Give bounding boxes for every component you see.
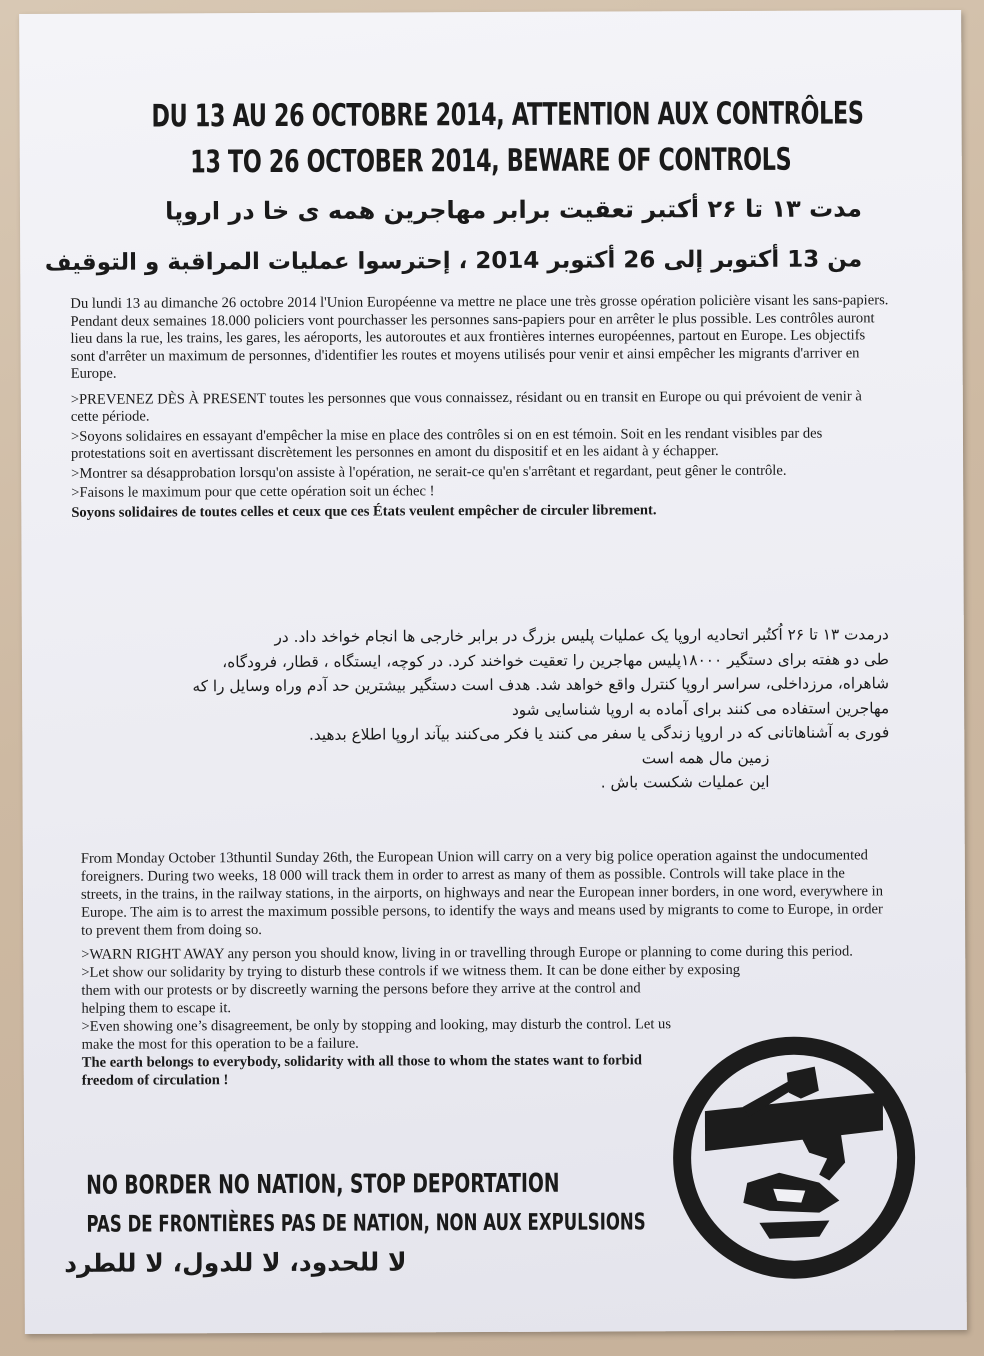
french-bullet: >Faisons le maximum pour que cette opération soit un échec !	[71, 483, 435, 501]
farsi-line: درمدت ۱۳ تا ۲۶ اُکتُبر اتحادیه اروپا یک عملیات پلیس بزرگ در برابر خارجی ها انجام خواخد داد. در	[274, 625, 889, 646]
farsi-section	[99, 622, 890, 797]
logo-fist	[787, 1067, 819, 1099]
farsi-line: طی دو هفته برای دستگیر ۱۸۰۰۰پلیس مهاجرین را تعقیت خواخند کرد. در کوچه، ایستگاه ، قطار، فرودگاه،	[222, 649, 889, 671]
english-closing: The earth belongs to everybody, solidarity with all those to whom the states want to forbid freedom of circulation !	[81, 1052, 642, 1089]
logo-arm	[797, 1120, 845, 1180]
title-french: DU 13 AU 26 OCTOBRE 2014, ATTENTION AUX CONTRÔLES	[151, 95, 864, 135]
farsi-line: فوری به آشناهاتانی که در اروپا زندگی یا سفر می کنند یا فکر می‌کنند بیآند اروپا اطلاع بدهید.	[308, 723, 890, 744]
english-paragraph: From Monday October 13thuntil Sunday 26th, the European Union will carry on a very big police operation against the undocumented foreigners. During two weeks, 18 000 will track them in order to arrest as many of them as possible. Controls will take place in the streets, in the trains, in the railway stations, in the airports, on highways and near the European inner borders, in one word, everywhere in Europe. The aim is to arrest the maximum possible persons, to identify the ways and means used by migrants to come to Europe, in order to prevent them from doing so.	[80, 847, 884, 939]
english-bullet: >Let show our solidarity by trying to disturb these controls if we witness them. It can be done either by exposing	[81, 961, 741, 981]
slogan-arabic: لا للحدود، لا للدول، لا للطرد	[64, 1247, 407, 1278]
poster-sheet	[19, 10, 967, 1334]
french-bullet: >Soyons solidaires en essayant d'empêcher la mise en place des contrôles si on en est témoin. Soit en les rendant visibles par des protestations soit en avertissant discrètement les personnes en amont du dispositif et en les aidant à y échapper.	[70, 425, 823, 462]
french-paragraph: Du lundi 13 au dimanche 26 octobre 2014 l'Union Européenne va mettre ne place une très grosse opération policière visant les sans-papiers. Pendant deux semaines 18.000 policiers vont pourchasser les personnes sans-papiers pour en arrêter le plus possible. Les contrôles auront lieu dans la rue, les trains, les gares, les aéroports, les autoroutes et aux frontières internes européennes, partout en Europe. Les objectifs sont d'arrêter un maximum de personnes, d'identifier les routes et moyens utilisés pour venir et ainsi empêcher les migrants d'arriver en Europe.	[70, 292, 889, 382]
title-arabic: من 13 أكتوبر إلى 26 أكتوبر 2014 ، إحترسوا عمليات المراقبة و التوقيف	[44, 246, 863, 276]
logo-bar	[705, 1092, 883, 1151]
farsi-line: شاهراه، مرزداخلی، سراسر اروپا کنترل واقع خواهد شد. هدف است دستگیر بیشترین حد آدم وراه وسایل را که	[192, 674, 890, 696]
logo-jaw	[759, 1221, 829, 1239]
farsi-line: زمین مال همه است	[641, 748, 770, 767]
slogan-french: PAS DE FRONTIÈRES PAS DE NATION, NON AUX EXPULSIONS	[86, 1209, 646, 1238]
broken-chain-fist-logo-icon	[669, 1032, 920, 1283]
slogan-english: NO BORDER NO NATION, STOP DEPORTATION	[86, 1168, 560, 1201]
french-section	[70, 292, 891, 530]
farsi-line: این عملیات شکست باش .	[600, 772, 770, 792]
english-bullet: >WARN RIGHT AWAY any person you should know, living in or travelling through Europe or planning to come during this period.	[81, 943, 853, 963]
title-english: 13 TO 26 OCTOBER 2014, BEWARE OF CONTROLS	[190, 141, 792, 181]
logo-cap-badge	[773, 1189, 805, 1203]
english-bullet-continued: them with our protests or by discreetly warning the persons before they arrive at the control and helping them to escape it.	[81, 980, 641, 1017]
french-bullet: >PREVENEZ DÈS À PRESENT toutes les personnes que vous connaissez, résidant ou en transit en Europe ou qui prévoient de venir à cette période.	[70, 387, 862, 425]
french-bullet: >Montrer sa désapprobation lorsqu'on assiste à l'opération, ne serait-ce qu'en s'arrêtant et regardant, peut gêner le contrôle.	[71, 462, 787, 482]
french-closing: Soyons solidaires de toutes celles et ceux que ces États veulent empêcher de circuler librement.	[71, 501, 657, 521]
title-farsi: مدت ۱۳ تا ۲۶ أكتبر تعقيت برابر مهاجرين همه ی خا در اروپا	[165, 194, 863, 226]
english-bullet: >Even showing one’s disagreement, be only by stopping and looking, may disturb the control. Let us make the most for this operation to be a failure.	[81, 1016, 672, 1053]
farsi-line: مهاجرین استفاده می کنند برای آماده به اروپا شناسایی شود	[511, 698, 890, 719]
